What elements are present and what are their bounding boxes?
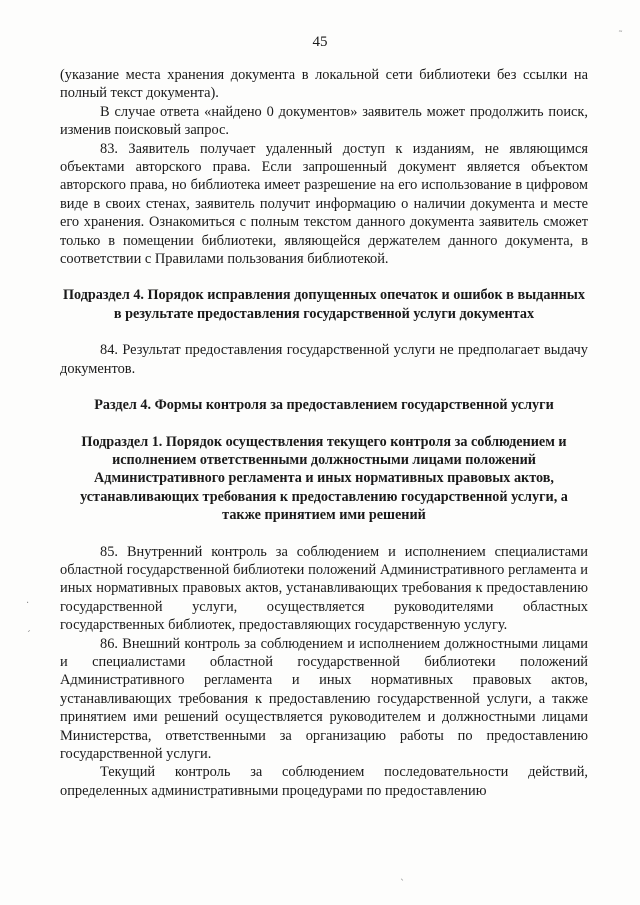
subsection-1-heading: Подраздел 1. Порядок осуществления текущего контроля за соблюдением и исполнением ответственными должностными лицами положений Административного регламента и иных нормативных правовых актов, устанавливающих требования к предоставлению государственной услуги, а также принятием ими решений — [80, 433, 568, 524]
document-body — [60, 66, 588, 800]
scan-mark: ˜ — [618, 30, 623, 41]
scan-mark: ˎ — [400, 870, 405, 881]
subsection-4-heading: Подраздел 4. Порядок исправления допущенных опечаток и ошибок в выданных в результате предоставления государственной услуги документах — [63, 287, 585, 322]
page-number: 45 — [312, 34, 328, 50]
paragraph-83: 83. Заявитель получает удаленный доступ к изданиям, не являющимся объектами авторского права. Если запрошенный документ является объектом авторского права, но библиотека имеет разрешение на его использование в цифровом виде в своих стенах, заявитель получит информацию о наличии документа и месте его хранения. Ознакомиться с полным текстом данного документа заявитель сможет только в помещении библиотеки, являющейся держателем данного документа, в соответствии с Правилами пользования библиотекой. — [60, 140, 588, 268]
paragraph-86: 86. Внешний контроль за соблюдением и исполнением должностными лицами и специалистами областной государственной библиотеки положений Административного регламента и иных нормативных правовых актов, устанавливающих требования к предоставлению государственной услуги, а также принятием ими решений осуществляется руководителем и должностными лицами Министерства, ответственными за организацию работы по предоставлению государственной услуги. — [60, 635, 588, 762]
paragraph-storage-note: (указание места хранения документа в локальной сети библиотеки без ссылки на полный текст документа). — [60, 67, 588, 102]
paragraph-85: 85. Внутренний контроль за соблюдением и исполнением специалистами областной государственной библиотеки положений Административного регламента и иных нормативных правовых актов, устанавливающих требования к предоставлению государственной услуги, осуществляется руководителями областных государственных библиотек, предоставляющих государственную услугу. — [60, 543, 588, 634]
paragraph-84: 84. Результат предоставления государственной услуги не предполагает выдачу документов. — [60, 342, 588, 377]
paragraph-current-control: Текущий контроль за соблюдением последовательности действий, определенных административными процедурами по предоставлению — [60, 764, 588, 799]
scan-mark: ˊ — [26, 630, 31, 641]
paragraph-zero-results: В случае ответа «найдено 0 документов» заявитель может продолжить поиск, изменив поисковый запрос. — [60, 103, 588, 139]
section-4-heading: Раздел 4. Формы контроля за предоставлением государственной услуги — [94, 397, 554, 414]
scan-mark: · — [26, 598, 30, 609]
